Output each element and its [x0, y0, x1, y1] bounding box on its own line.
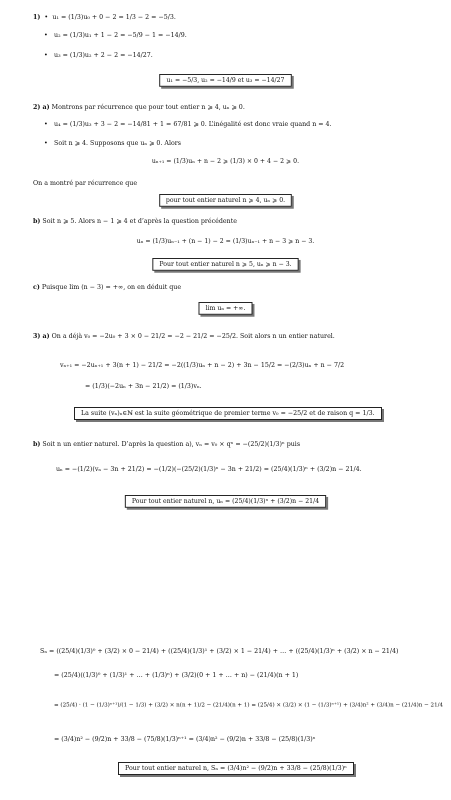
q2a-result — [4, 194, 447, 207]
q2a-label: 2) a) — [33, 104, 50, 111]
q4-eq4-text: = (3/4)n² − (9/2)n + 33/8 − (75/8)(1/3)ⁿ⁺¹ = (3/4)n² − (9/2)n + 33/8 − (25/8)(1/3)ⁿ — [54, 736, 316, 743]
q1-result-box: u₁ = −5/3, u₂ = −14/9 et u₃ = −14/27 — [160, 74, 292, 87]
q2a-conclusion-text: On a montré par récurrence que — [33, 180, 138, 187]
q3a-label: 3) a) — [33, 333, 50, 340]
bullet-icon: • — [44, 32, 48, 39]
q2a-hypothesis: Soit n ⩾ 4. Supposons que uₙ ⩾ 0. Alors — [54, 140, 182, 147]
q2a-result-box: pour tout entier naturel n ⩾ 4, uₙ ⩾ 0. — [159, 194, 292, 207]
q2c-label: c) — [33, 284, 40, 291]
q3a-eq2-text: = (1/3)(−2uₙ + 3n − 21/2) = (1/3)vₙ. — [85, 383, 202, 390]
q2a-intro: Montrons par récurrence que pour tout entier n ⩾ 4, uₙ ⩾ 0. — [51, 104, 245, 111]
q2c-result-box: lim uₙ = +∞. — [199, 302, 253, 315]
q1-line-2 — [44, 32, 187, 39]
q1-u3: u₃ = (1/3)u₂ + 2 − 2 = −14/27. — [54, 52, 153, 59]
q2b-equation — [4, 238, 447, 245]
q2c-intro: Puisque lim (n − 3) = +∞, on en déduit que — [41, 284, 182, 291]
q2b-label: b) — [33, 218, 41, 225]
q3b-result-box: Pour tout entier naturel n, uₙ = (25/4)(1/3)ⁿ + (3/2)n − 21/4 — [125, 495, 326, 508]
q4-equation-3 — [54, 702, 443, 708]
q4-eq3-text: = (25/4) · (1 − (1/3)ⁿ⁺¹)/(1 − 1/3) + (3/2) × n(n + 1)/2 − (21/4)(n + 1) = (25/4) × (3/2) × (1 − (1/3)ⁿ⁺¹) + (3/4)n² + (3/4)n − (21/4)n − 21/4 — [54, 702, 444, 709]
q3a-intro-line — [33, 333, 335, 340]
q3a-result — [74, 407, 382, 420]
bullet-icon: • — [44, 140, 48, 147]
q2a-intro-line — [33, 104, 245, 111]
q2b-eq-text: uₙ = (1/3)uₙ₋₁ + (n − 1) − 2 = (1/3)uₙ₋₁ + n − 3 ⩾ n − 3. — [136, 238, 315, 245]
q3a-equation-1 — [60, 362, 344, 369]
q2a-eq-text: uₙ₊₁ = (1/3)uₙ + n − 2 ⩾ (1/3) × 0 + 4 − 2 ⩾ 0. — [151, 158, 300, 165]
q3a-equation-2 — [85, 383, 202, 390]
q1-label: 1) — [33, 14, 41, 21]
q1-result — [4, 74, 447, 87]
bullet-icon: • — [44, 121, 48, 128]
q4-equation-2 — [54, 672, 298, 679]
q2b-result — [4, 258, 447, 271]
q3b-label: b) — [33, 441, 41, 448]
bullet-icon: • — [42, 14, 49, 21]
q4-result-box: Pour tout entier naturel n, Sₙ = (3/4)n² − (9/2)n + 33/8 − (25/8)(1/3)ⁿ — [118, 762, 354, 775]
q3b-intro: Soit n un entier naturel. D’après la question a), vₙ = v₀ × qⁿ = −(25/2)(1/3)ⁿ puis — [42, 441, 301, 448]
q4-eq1-text: Sₙ = ((25/4)(1/3)⁰ + (3/2) × 0 − 21/4) + ((25/4)(1/3)¹ + (3/2) × 1 − 21/4) + … + ((25/4)(1/3)ⁿ + (3/2) × n − 21/4) — [40, 648, 399, 655]
q2a-bullet-2 — [44, 140, 181, 147]
q4-equation-4 — [54, 736, 315, 743]
q1-line-3 — [44, 52, 153, 59]
q4-result — [118, 762, 354, 775]
q3a-result-box: La suite (vₙ)ₙ∈ℕ est la suite géométrique de premier terme v₀ = −25/2 et de raison q = 1/3. — [74, 407, 382, 420]
q3b-intro-line — [33, 441, 300, 448]
q3b-equation — [56, 466, 362, 473]
q3a-intro: On a déjà v₀ = −2u₀ + 3 × 0 − 21/2 = −2 − 21/2 = −25/2. Soit alors n un entier naturel. — [51, 333, 335, 340]
q1-u1: u₁ = (1/3)u₀ + 0 − 2 = 1/3 − 2 = −5/3. — [52, 14, 176, 21]
q2b-intro: Soit n ⩾ 5. Alors n − 1 ⩾ 4 et d’après la question précédente — [42, 218, 237, 225]
q3b-eq-text: uₙ = −(1/2)(vₙ − 3n + 21/2) = −(1/2)(−(25/2)(1/3)ⁿ − 3n + 21/2) = (25/4)(1/3)ⁿ + (3/2)n − 21/4. — [56, 466, 362, 473]
q3a-eq1-text: vₙ₊₁ = −2uₙ₊₁ + 3(n + 1) − 21/2 = −2((1/3)uₙ + n − 2) + 3n − 15/2 = −(2/3)uₙ + n − 7/2 — [60, 362, 345, 369]
q1-u2: u₂ = (1/3)u₁ + 1 − 2 = −5/9 − 1 = −14/9. — [54, 32, 187, 39]
q4-equation-1 — [40, 648, 398, 655]
q2c-intro-line — [33, 284, 181, 291]
q2a-base-case: u₄ = (1/3)u₃ + 3 − 2 = −14/81 + 1 = 67/81 ⩾ 0. L’inégalité est donc vraie quand n = 4. — [54, 121, 332, 128]
q2a-conclusion — [33, 180, 137, 187]
q4-eq2-text: = (25/4)((1/3)⁰ + (1/3)¹ + … + (1/3)ⁿ) + (3/2)(0 + 1 + … + n) − (21/4)(n + 1) — [54, 672, 299, 679]
q2a-equation — [4, 158, 447, 165]
bullet-icon: • — [44, 52, 48, 59]
q3b-result — [4, 495, 447, 508]
q2b-intro-line — [33, 218, 237, 225]
q2b-result-box: Pour tout entier naturel n ⩾ 5, uₙ ⩾ n − 3. — [152, 258, 298, 271]
q2c-result — [4, 302, 447, 315]
q2a-bullet-1 — [44, 121, 332, 128]
q1-line-1 — [33, 14, 176, 21]
